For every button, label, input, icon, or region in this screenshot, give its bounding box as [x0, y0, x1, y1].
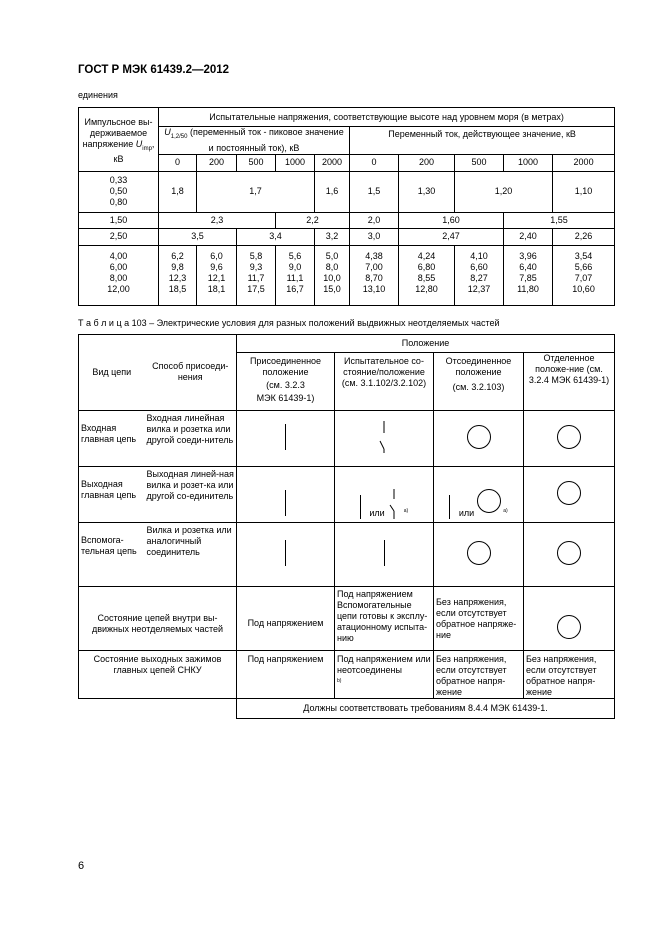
state-output-pos2: Под напряжением или неотсоединены $^{b)}$ — [335, 651, 434, 699]
closed-contact-icon — [449, 495, 450, 519]
continuation-text: единения — [78, 90, 118, 100]
open-circle-icon — [467, 425, 491, 449]
symbol-cell — [434, 523, 524, 587]
test-contact-icon — [374, 421, 394, 453]
state-output-pos1: Под напряжением — [237, 651, 335, 699]
value-cell: 1,5 — [350, 171, 399, 212]
method-input-main: Входная линейная вилка и розетка или другой соеди-нитель — [145, 411, 237, 467]
open-circle-icon — [557, 481, 581, 505]
value-cell: 3,54 5,66 7,07 10,60 — [553, 245, 615, 305]
value-cell: 4,10 6,60 8,27 12,37 — [455, 245, 504, 305]
altitude-cell: 1000 — [504, 154, 553, 171]
impulse-cell: 0,33 0,50 0,80 — [79, 171, 159, 212]
symbol-cell — [335, 467, 434, 523]
value-cell: 1,8 — [159, 171, 197, 212]
altitude-cell: 500 — [237, 154, 276, 171]
open-circle-icon — [557, 425, 581, 449]
state-internal-pos3: Без напряжения, если отсутствует обратное напряже-ние — [434, 587, 524, 651]
state-internal-pos2: Под напряжением Вспомогательные цепи готовы к эксплу-атационному испыта-нию — [335, 587, 434, 651]
symbol-cell — [237, 467, 335, 523]
altitude-cell: 500 — [455, 154, 504, 171]
footer-requirement: Должны соответствовать требованиям 8.4.4 МЭК 61439-1. — [237, 699, 615, 719]
altitude-cell: 0 — [159, 154, 197, 171]
value-cell: 4,24 6,80 8,55 12,80 — [399, 245, 455, 305]
circuit-input-main: Входная главная цепь — [79, 411, 145, 467]
value-cell: 6,0 9,6 12,1 18,1 — [197, 245, 237, 305]
method-auxiliary: Вилка и розетка или аналогичный соединитель — [145, 523, 237, 587]
positions-table — [78, 334, 615, 719]
closed-contact-icon — [285, 424, 286, 450]
header-method: Способ присоеди-нения — [145, 335, 237, 411]
value-cell: 3,96 6,40 7,85 11,80 — [504, 245, 553, 305]
symbol-cell — [524, 467, 615, 523]
value-cell: 3,4 — [237, 228, 315, 245]
method-output-main: Выходная линей-ная вилка и розет-ка или другой со-единитель — [145, 467, 237, 523]
voltage-table — [78, 107, 615, 306]
header-pos-connected: Присоединенное положение (см. 3.2.3 МЭК 61439-1) — [237, 353, 335, 411]
altitude-cell: 1000 — [276, 154, 315, 171]
closed-contact-icon — [360, 495, 361, 519]
note-a: a) — [503, 508, 508, 514]
closed-contact-icon — [384, 540, 385, 566]
header-circuit: Вид цепи — [79, 335, 145, 411]
altitude-cell: 2000 — [315, 154, 350, 171]
state-internal-pos1: Под напряжением — [237, 587, 335, 651]
impulse-cell: 2,50 — [79, 228, 159, 245]
value-cell: 2,47 — [399, 228, 504, 245]
table-caption: Т а б л и ц а 103 – Электрические условия для разных положений выдвижных неотделяемых частей — [78, 318, 500, 328]
value-cell: 3,2 — [315, 228, 350, 245]
state-output-pos4: Без напряжения, если отсутствует обратное напря-жение — [524, 651, 615, 699]
value-cell: 2,3 — [159, 212, 276, 228]
value-cell: 4,38 7,00 8,70 13,10 — [350, 245, 399, 305]
symbol-cell — [434, 411, 524, 467]
state-output-label: Состояние выходных зажимов главных цепей СНКУ — [79, 651, 237, 699]
value-cell: 1,55 — [504, 212, 615, 228]
value-cell: 2,2 — [276, 212, 350, 228]
subheader-peak: $U_{1,2/50}$ (переменный ток - пиковое значение и постоянный ток), кВ — [159, 127, 350, 155]
col-impulse-header: Импульсное вы-держиваемое напряжение $U_{imp}$, кВ — [79, 108, 159, 172]
altitude-cell: 200 — [197, 154, 237, 171]
impulse-cell: 4,00 6,00 8,00 12,00 — [79, 245, 159, 305]
value-cell: 5,0 8,0 10,0 15,0 — [315, 245, 350, 305]
value-cell: 3,0 — [350, 228, 399, 245]
symbol-cell — [524, 411, 615, 467]
open-circle-icon — [557, 615, 581, 639]
footer-blank — [79, 699, 237, 719]
value-cell: 2,0 — [350, 212, 399, 228]
symbol-cell — [434, 467, 524, 523]
header-position: Положение — [237, 335, 615, 353]
or-label: или — [369, 508, 385, 518]
value-cell: 1,7 — [197, 171, 315, 212]
altitude-cell: 200 — [399, 154, 455, 171]
value-cell: 1,60 — [399, 212, 504, 228]
closed-contact-icon — [285, 540, 286, 566]
impulse-cell: 1,50 — [79, 212, 159, 228]
header-pos-disconnected: Отсоединенное положение (см. 3.2.103) — [434, 353, 524, 411]
value-cell: 5,6 9,0 11,1 16,7 — [276, 245, 315, 305]
symbol-cell — [524, 523, 615, 587]
open-circle-icon — [477, 489, 501, 513]
symbol-cell — [335, 523, 434, 587]
state-internal-label: Состояние цепей внутри вы-движных неотделяемых частей — [79, 587, 237, 651]
page-number: 6 — [78, 860, 85, 872]
value-cell: 6,2 9,8 12,3 18,5 — [159, 245, 197, 305]
closed-contact-icon — [285, 490, 286, 516]
header-pos-test: Испытательное со-стояние/положение (см. 3.1.102/3.2.102) — [335, 353, 434, 411]
subheader-ac: Переменный ток, действующее значение, кВ — [350, 127, 615, 155]
value-cell: 2,40 — [504, 228, 553, 245]
symbol-cell — [335, 411, 434, 467]
open-circle-icon — [557, 541, 581, 565]
value-cell: 3,5 — [159, 228, 237, 245]
symbol-cell — [237, 523, 335, 587]
circuit-output-main: Выходная главная цепь — [79, 467, 145, 523]
note-a: a) — [403, 508, 409, 514]
circuit-auxiliary: Вспомога-тельная цепь — [79, 523, 145, 587]
altitude-cell: 2000 — [553, 154, 615, 171]
altitude-cell: 0 — [350, 154, 399, 171]
or-label: или — [458, 508, 475, 518]
document-header: ГОСТ Р МЭК 61439.2—2012 — [78, 64, 230, 76]
note-b: b) — [337, 678, 342, 684]
group-title: Испытательные напряжения, соответствующие высоте над уровнем моря (в метрах) — [159, 108, 615, 127]
value-cell: 1,10 — [553, 171, 615, 212]
value-cell: 1,6 — [315, 171, 350, 212]
header-pos-removed: Отделенное положе-ние (см. 3.2.4 МЭК 61439-1) — [524, 353, 615, 411]
value-cell: 5,8 9,3 11,7 17,5 — [237, 245, 276, 305]
open-circle-icon — [467, 541, 491, 565]
symbol-cell — [237, 411, 335, 467]
value-cell: 1,30 — [399, 171, 455, 212]
test-contact-icon — [387, 489, 401, 519]
symbol-cell — [524, 587, 615, 651]
state-output-pos3: Без напряжения, если отсутствует обратное напря-жение — [434, 651, 524, 699]
value-cell: 2,26 — [553, 228, 615, 245]
value-cell: 1,20 — [455, 171, 553, 212]
